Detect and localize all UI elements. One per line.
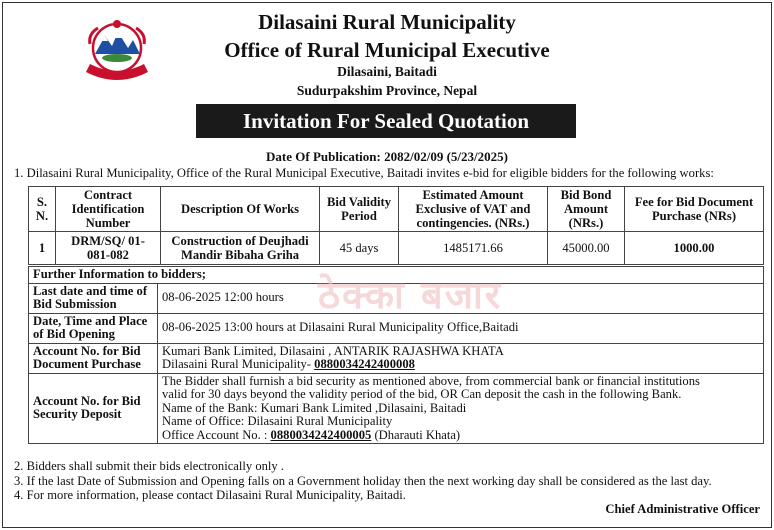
- security-label: Account No. for Bid Security Deposit: [29, 373, 158, 444]
- signature-title: Chief Administrative Officer: [605, 502, 760, 516]
- table-row: [29, 232, 764, 265]
- province: Sudurpakshim Province, Nepal: [296, 83, 478, 98]
- security-account-prefix: Office Account No. :: [162, 427, 271, 442]
- doc-purchase-account-number: 0880034242400008: [314, 357, 415, 371]
- security-bank-name: Name of the Bank: Kumari Bank Limited ,Dilasaini, Baitadi: [162, 400, 467, 415]
- cell-contract-id: DRM/SQ/ 01-081-082: [56, 232, 161, 265]
- org-name: Dilasaini Rural Municipality: [258, 10, 516, 34]
- note-4: 4. For more information, please contact Dilasaini Rural Municipality, Baitadi.: [14, 488, 406, 502]
- security-account-number: 0880034242400005: [270, 427, 372, 442]
- col-bid-bond: Bid Bond Amount (NRs.): [548, 187, 625, 232]
- col-estimated-amount: Estimated Amount Exclusive of VAT and contingencies. (NRs.): [399, 187, 548, 232]
- security-office-name: Name of Office: Dilasaini Rural Municipality: [162, 414, 393, 428]
- doc-purchase-prefix: Dilasaini Rural Municipality-: [162, 357, 315, 371]
- cell-estimated-amount: 1485171.66: [399, 232, 548, 265]
- cell-bid-bond: 45000.00: [548, 232, 625, 265]
- doc-purchase-account-line: [162, 358, 759, 372]
- doc-purchase-bank: Kumari Bank Limited, Dilasaini , ANTARIK RAJASHWA KHATA: [162, 343, 504, 358]
- last-date-label: Last date and time of Bid Submission: [29, 283, 158, 313]
- works-table-header: [29, 187, 764, 232]
- office-name: Office of Rural Municipal Executive: [224, 38, 550, 62]
- notice-title-banner: Invitation For Sealed Quotation: [196, 104, 576, 138]
- address: Dilasaini, Baitadi: [337, 64, 437, 79]
- cell-description: Construction of Deujhadi Mandir Bibaha Griha: [161, 232, 320, 265]
- col-fee: Fee for Bid Document Purchase (NRs): [625, 187, 764, 232]
- cell-fee: 1000.00: [625, 232, 764, 265]
- col-sn: S. N.: [29, 187, 56, 232]
- last-date-value: 08-06-2025 12:00 hours: [158, 283, 764, 313]
- security-account-suffix: (Dharauti Khata): [371, 427, 461, 442]
- cell-validity: 45 days: [320, 232, 399, 265]
- note-2: 2. Bidders shall submit their bids electronically only .: [14, 459, 285, 473]
- publication-date: Date Of Publication: 2082/02/09 (5/23/2025): [266, 149, 508, 164]
- works-table: [28, 186, 764, 265]
- security-line-2: valid for 30 days beyond the validity period of the bid, OR Can deposit the cash in the following Bank.: [162, 387, 682, 401]
- security-account-line: [162, 429, 759, 443]
- doc-purchase-label: Account No. for Bid Document Purchase: [29, 343, 158, 373]
- col-validity: Bid Validity Period: [320, 187, 399, 232]
- info-row-doc-purchase: [29, 343, 764, 373]
- info-row-security: [29, 373, 764, 444]
- opening-value: 08-06-2025 13:00 hours at Dilasaini Rural Municipality Office,Baitadi: [158, 313, 764, 343]
- opening-label: Date, Time and Place of Bid Opening: [29, 313, 158, 343]
- security-line-1: The Bidder shall furnish a bid security as mentioned above, from commercial bank or financial institutions: [162, 373, 700, 388]
- col-contract-id: Contract Identification Number: [56, 187, 161, 232]
- intro-paragraph: 1. Dilasaini Rural Municipality, Office of the Rural Municipal Executive, Baitadi invites e-bid for eligible bidders for the following works:: [14, 166, 714, 180]
- col-description: Description Of Works: [161, 187, 320, 232]
- doc-purchase-value: [158, 343, 764, 373]
- watermark: ठेक्का बजार: [318, 273, 503, 317]
- info-title: Further Information to bidders;: [29, 267, 764, 284]
- cell-sn: 1: [29, 232, 56, 265]
- note-3: 3. If the last Date of Submission and Opening falls on a Government holiday then the next working day shall be considered as the last day.: [14, 474, 712, 488]
- security-value: [158, 373, 764, 444]
